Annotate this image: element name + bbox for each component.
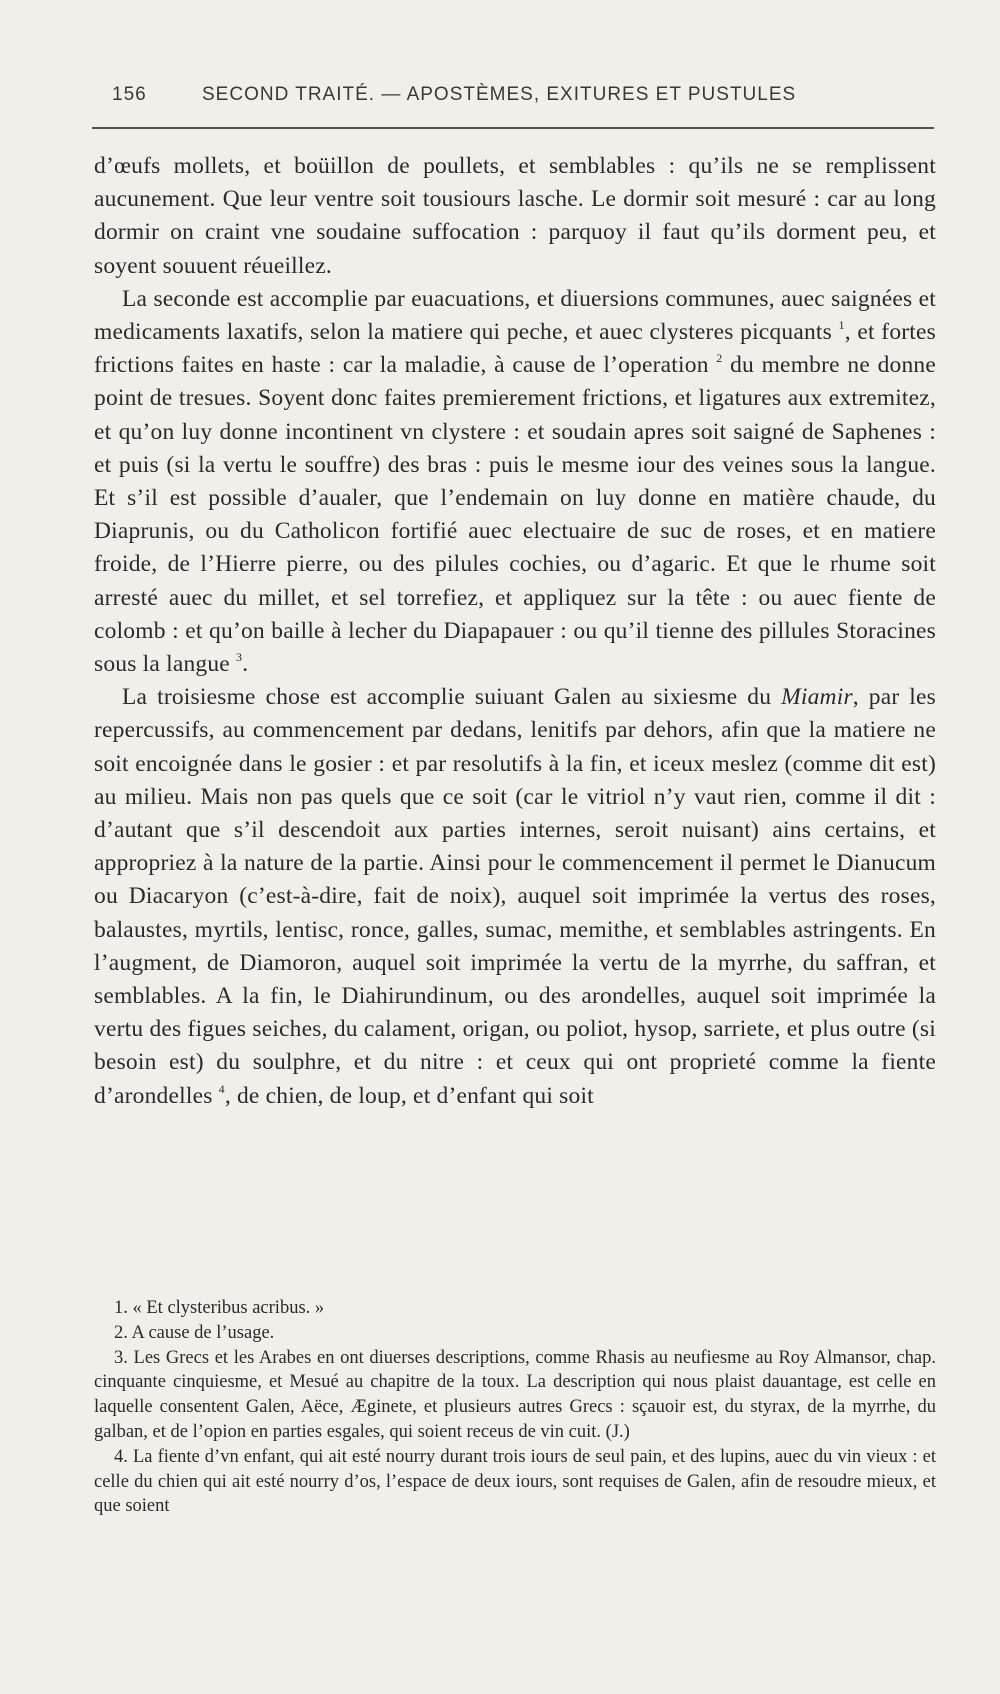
paragraph-3 — [94, 681, 936, 1113]
footnote-ref-4: 4 — [218, 1081, 225, 1096]
paragraph-2-part-d: . — [242, 651, 249, 678]
paragraph-1: d’œufs mollets, et boüillon de poullets, et semblables : qu’ils ne se remplissent aucunement. Que leur ventre soit tousiours lasche. Le dormir soit mesuré : car au long dormir on craint vne soudaine suffocation : parquoy il faut qu’ils dorment peu, et soyent souuent réueillez. — [94, 153, 936, 279]
paragraph-2 — [94, 283, 936, 681]
paragraph-2-part-b: , et fortes frictions faites en haste : car la maladie, à cause de l’operation — [94, 319, 937, 379]
page-number: 156 — [112, 84, 147, 105]
footnote-2: 2. A cause de l’usage. — [114, 1322, 275, 1343]
paragraph-3-part-b: , par les repercussifs, au commencement par dedans, lenitifs par dehors, afin que la matiere ne soit encoignée dans le gosier : et par resolutifs à la fin, et iceux meslez (comme dit est) au milieu. Mais non pas quels que ce soit (car le vitriol n’y vaut rien, comme il dit : d’autant que s’il descendoit aux parties internes, seroit nuisant) ains certains, et appropriez à la nature de la partie. Ainsi pour le commencement il permet le Dianucum ou Diacaryon (c’est-à-dire, fait de noix), auquel soit imprimée la vertus des roses, balaustes, myrtils, lentisc, ronce, galles, sumac, memithe, et semblables astringents. En l’augment, de Diamoron, auquel soit imprimée la vertu de la myrrhe, du saffran, et semblables. A la fin, le Diahirundinum, ou des arondelles, auquel soit imprimée la vertu des figues seiches, du calament, origan, ou poliot, hysop, sarriete, et plus outre (si besoin est) du soulphre, et du nitre : et ceux qui ont proprieté comme la fiente d’arondelles — [94, 684, 936, 1109]
footnote-3: 3. Les Grecs et les Arabes en ont diuerses descriptions, comme Rhasis au neufiesme au Roy Almansor, chap. cinquante cinquiesme, et Mesué au chapitre de la toux. La description qui nous plaist dauantage, est celle en laquelle consentent Galen, Aëce, Æginete, et plusieurs autres Grecs : sçauoir est, du styrax, de la myrrhe, du galban, et de l’opion en parties esgales, qui soient receus de vin cuit. (J.) — [94, 1347, 936, 1442]
footnote-ref-3: 3 — [236, 650, 243, 665]
header-rule — [92, 127, 934, 129]
paragraph-2-part-a: La seconde est accomplie par euacuations, et diuersions communes, auec saignées et medicaments laxatifs, selon la matiere qui peche, et auec clysteres picquants — [94, 285, 936, 346]
footnote-ref-1: 1 — [838, 318, 845, 333]
body-text — [94, 150, 936, 1113]
running-head — [112, 84, 932, 114]
footnotes — [94, 1296, 936, 1519]
paragraph-3-part-a: La troisiesme chose est accomplie suiuant Galen au sixiesme du — [122, 684, 782, 711]
italic-title-miamir: Miamir — [781, 684, 853, 711]
running-title: SECOND TRAITÉ. — APOSTÈMES, EXITURES ET PUSTULES — [202, 84, 797, 105]
footnote-ref-2: 2 — [716, 351, 723, 366]
footnote-4: 4. La fiente d’vn enfant, qui ait esté nourry durant trois iours de seul pain, et des lupins, auec du vin vieux : et celle du chien qui ait esté nourry d’os, l’espace de deux iours, sont requises de Galen, afin de resoudre mieux, et que soient — [94, 1446, 936, 1517]
paragraph-3-part-c: , de chien, de loup, et d’enfant qui soit — [224, 1082, 594, 1109]
footnote-1: 1. « Et clysteribus acribus. » — [114, 1298, 325, 1318]
paragraph-2-part-c: du membre ne donne point de tresues. Soyent donc faites premierement frictions, et ligatures aux extremitez, et qu’on luy donne incontinent vn clystere : et soudain apres soit saigné de Saphenes : et puis (si la vertu le souffre) des bras : puis le mesme iour des veines sous la langue. Et s’il est possible d’aualer, que l’endemain on luy donne en matière chaude, du Diaprunis, ou du Catholicon fortifié auec electuaire de suc de roses, et en matiere froide, de l’Hierre pierre, ou des pilules cochies, ou d’agaric. Et que le rhume soit arresté auec du millet, et sel torrefiez, et appliquez sur la tête : ou auec fiente de colomb : et qu’on baille à lecher du Diapapauer : ou qu’il tienne des pillules Storacines sous la langue — [94, 352, 936, 678]
